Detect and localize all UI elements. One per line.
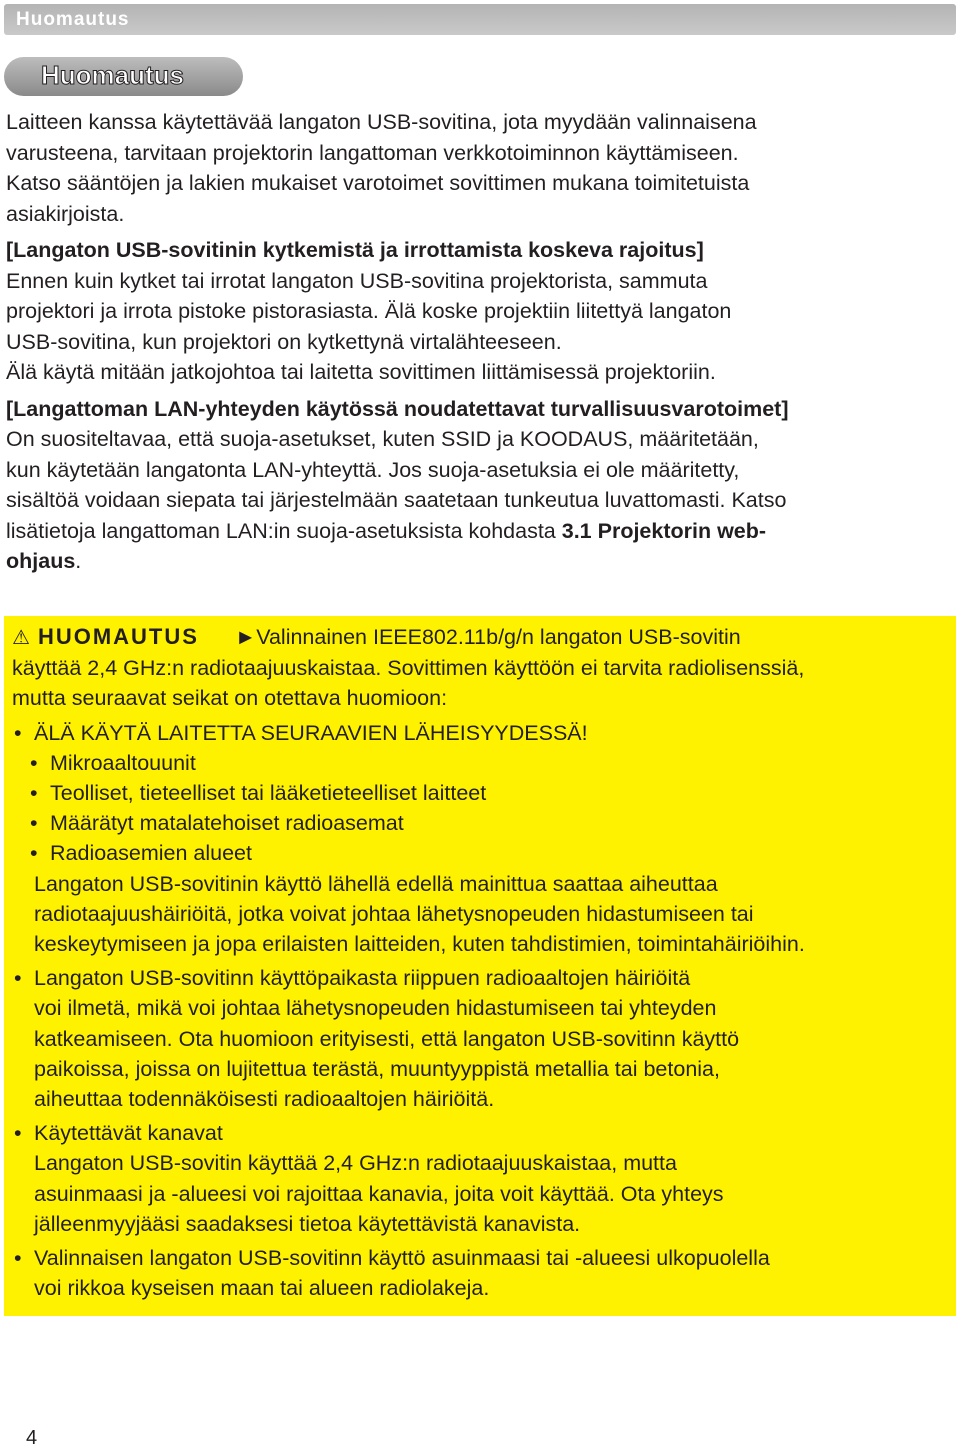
header-title: Huomautus [16,9,130,30]
bullet-text: Valinnaisen langaton USB-sovitinn käyttö asuinmaasi tai -alueesi ulkopuolella [34,1246,770,1271]
section2-line-last [6,516,956,547]
list-item [12,778,952,808]
bullet-icon: • [30,750,38,775]
bullet-text: Radioasemien alueet [50,841,252,866]
list-item [12,748,952,778]
intro-line: Laitteen kanssa käytettävää langaton USB-sovitina, jota myydään valinnaisena [6,110,757,134]
bullet-text: voi ilmetä, mikä voi johtaa lähetysnopeuden hidastumiseen tai yhteyden [34,996,717,1021]
reference-link-cont[interactable]: ohjaus [6,549,76,573]
section1-line: projektori ja irrota pistoke pistorasiasta. Älä koske projektiin liitettyä langaton [6,299,732,323]
bullet-icon: • [14,720,22,745]
arrow-icon: ► [234,625,257,649]
bullet-text: keskeytymiseen ja jopa erilaisten laitteiden, kuten tahdistimien, toimintahäiriöihin. [34,932,805,957]
warning-icon: ⚠ [12,627,30,649]
bullet-icon: • [30,781,38,806]
caution-intro-line: mutta seuraavat seikat on otettava huomioon: [12,686,448,711]
section2-line: kun käytetään langatonta LAN-yhteyttä. Jos suoja-asetuksia ei ole määritetty, [6,457,740,482]
bullet-text: Mikroaaltouunit [50,750,196,775]
intro-line: varusteena, tarvitaan projektorin langattoman verkkotoiminnon käyttämiseen. [6,140,739,165]
bullet-text: Teolliset, tieteelliset tai lääketieteelliset laitteet [50,781,487,806]
bullet-icon: • [14,1246,22,1271]
bullet-icon: • [14,966,22,991]
bullet-text: aiheuttaa todennäköisesti radioaaltojen häiriöitä. [34,1087,495,1112]
bullet-icon: • [14,1121,22,1146]
list-item [12,718,952,748]
caution-intro: Valinnainen IEEE802.11b/g/n langaton USB-sovitin [256,625,741,649]
page-number: 4 [26,1427,38,1449]
bullet-text: Langaton USB-sovitinin käyttö lähellä edellä mainittua saattaa aiheuttaa [34,871,718,896]
section1-heading: [Langaton USB-sovitinin kytkemistä ja irrottamista koskeva rajoitus] [6,238,704,262]
reference-link[interactable]: 3.1 Projektorin web- [561,518,767,543]
bullet-text: Määrätyt matalatehoiset radioasemat [50,811,404,836]
bullet-text: katkeamiseen. Ota huomioon erityisesti, että langaton USB-sovitinn käyttö [34,1026,740,1051]
section-pill [4,57,243,96]
list-item [12,838,952,868]
section2-line: lisätietoja langattoman LAN:in suoja-asetuksista kohdasta [6,518,562,543]
bullet-text: Langaton USB-sovitinn käyttöpaikasta riippuen radioaaltojen häiriöitä [34,966,691,991]
caution-title: HUOMAUTUS [37,624,199,649]
list-item [12,808,952,838]
main-text [6,107,956,577]
bullet-text: Langaton USB-sovitin käyttää 2,4 GHz:n radiotaajuuskaistaa, mutta [34,1151,677,1176]
section1-line: Älä käytä mitään jatkojohtoa tai laitetta sovittimen liittämisessä projektoriin. [6,360,716,384]
section2-line: On suositeltavaa, että suoja-asetukset, kuten SSID ja KOODAUS, määritetään, [6,427,759,451]
bullet-text: asuinmaasi ja -alueesi voi rajoittaa kanavia, joita voit käyttää. Ota yhteys [34,1181,724,1206]
header-bar [4,4,956,35]
caution-title-line [12,622,952,653]
list-item [12,963,952,993]
section2-line: sisältöä voidaan siepata tai järjestelmään saatetaan tunkeutua luvattomasti. Katso [6,488,787,512]
sentence-end: . [75,549,82,573]
bullet-icon: • [30,811,38,836]
list-item [12,1243,952,1273]
intro-line: asiakirjoista. [6,201,125,226]
section2-line-end [6,546,956,577]
bullet-text: paikoissa, joissa on lujitettua terästä, muuntyyppistä metallia tai betonia, [34,1056,720,1081]
bullet-text: jälleenmyyjääsi saadaksesi tietoa käytettävistä kanavista. [34,1211,581,1236]
list-item [12,1118,952,1148]
section2-heading: [Langattoman LAN-yhteyden käytössä noudatettavat turvallisuusvarotoimet] [6,396,789,421]
bullet-text: voi rikkoa kyseisen maan tai alueen radiolakeja. [34,1276,490,1301]
caution-intro-line: käyttää 2,4 GHz:n radiotaajuuskaistaa. Sovittimen käyttöön ei tarvita radiolisenssiä, [12,656,805,681]
bullet-text: ÄLÄ KÄYTÄ LAITETTA SEURAAVIEN LÄHEISYYDESSÄ! [34,720,588,745]
intro-line: Katso sääntöjen ja lakien mukaiset varotoimet sovittimen mukana toimitetuista [6,171,750,195]
bullet-text: Käytettävät kanavat [34,1121,223,1146]
section-pill-label: Huomautus [41,60,184,90]
bullet-icon: • [30,841,38,866]
caution-box [4,616,956,1316]
section1-line: Ennen kuin kytket tai irrotat langaton USB-sovitina projektorista, sammuta [6,268,708,293]
section1-line: USB-sovitina, kun projektori on kytkettynä virtalähteeseen. [6,329,562,354]
bullet-text: radiotaajuushäiriöitä, jotka voivat johtaa lähetysnopeuden hidastumiseen tai [34,901,754,926]
